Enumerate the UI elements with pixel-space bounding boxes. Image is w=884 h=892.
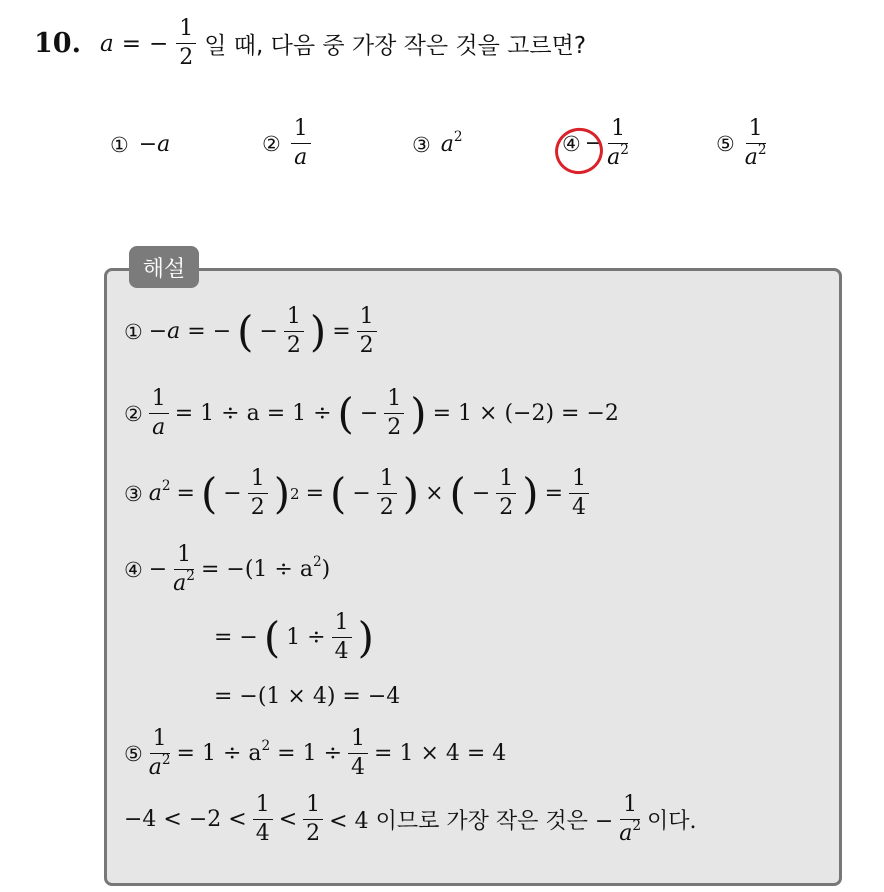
denominator: 2 [387, 415, 402, 440]
denominator: 4 [572, 495, 587, 520]
explanation-conclusion [124, 794, 697, 845]
result-fraction [569, 468, 589, 519]
minus: − [584, 131, 604, 156]
choice-number-4: ④ [562, 131, 581, 156]
explanation-tag: 해설 [129, 246, 199, 288]
denominator: $a^2$ [173, 567, 195, 596]
denominator: $a^2$ [744, 141, 767, 170]
paren-close: ) [357, 612, 374, 662]
numerator: 1 [303, 794, 323, 820]
middle-expr: = $1 \div a^2 = 1$ ÷ [176, 737, 343, 766]
numerator: 1 [377, 468, 397, 494]
minus: − [149, 30, 169, 57]
paren-open: ( [237, 306, 254, 356]
denominator: $a^2$ [607, 141, 629, 170]
fraction [496, 468, 516, 519]
numerator: 1 [174, 544, 194, 570]
choice-3[interactable] [412, 128, 463, 157]
choice-1[interactable] [110, 132, 170, 157]
choice-number-1: ① [110, 132, 129, 157]
paren-close: ) [410, 388, 427, 438]
compare-b: < 4 이므로 가장 작은 것은 − [329, 809, 614, 834]
fraction [348, 728, 368, 779]
choice-number-5: ⑤ [716, 131, 735, 156]
step-number-1: ① [124, 319, 143, 344]
numerator: 1 [620, 794, 640, 820]
fraction [284, 306, 304, 357]
numerator: 1 [569, 468, 589, 494]
equals: = [332, 319, 351, 344]
fraction [619, 794, 641, 845]
choice-fraction-2 [291, 118, 311, 169]
choice-fraction-4 [607, 118, 629, 169]
denominator: 2 [306, 821, 321, 846]
equals: = [305, 481, 325, 506]
denominator: a [152, 415, 166, 440]
choice-number-3: ③ [412, 132, 431, 157]
tail-expr: = 1 × (−2) = −2 [432, 401, 619, 426]
numerator: 1 [496, 468, 516, 494]
equals: = [176, 481, 195, 506]
fraction [149, 388, 169, 439]
paren-open: ( [200, 468, 218, 518]
question-text [100, 18, 586, 69]
denominator: $a^2$ [619, 817, 642, 846]
minus: − [223, 481, 242, 506]
var-a: a [100, 30, 114, 57]
denominator: a [294, 145, 308, 170]
paren-close: ) [402, 468, 420, 518]
middle-expr: = 1 ÷ a = 1 ÷ [174, 401, 332, 426]
paren-close: ) [273, 468, 291, 518]
explanation-line-2 [124, 388, 619, 439]
choice-5[interactable] [716, 118, 767, 169]
choice-fraction-5 [745, 118, 767, 169]
explanation-line-1 [124, 306, 377, 357]
explanation-line-5 [214, 612, 374, 663]
less-than: < [278, 807, 298, 832]
numerator: 1 [608, 118, 628, 144]
equals: = [121, 30, 141, 57]
equals: = [544, 481, 564, 506]
numerator: 1 [284, 306, 304, 332]
equals-minus: = − [214, 625, 258, 650]
numerator: 1 [291, 118, 311, 144]
numerator: 1 [357, 306, 377, 332]
choice-number-2: ② [262, 131, 281, 156]
paren-close: ) [309, 306, 327, 356]
denominator: 4 [351, 755, 366, 780]
explanation-line-6 [214, 684, 400, 709]
compare-a: −4 < −2 < [124, 807, 247, 832]
question-sentence: 일 때, 다음 중 가장 작은 것을 고르면? [204, 33, 587, 59]
rhs: = $-(1 \div a^2)$ [200, 553, 331, 582]
fraction [377, 468, 397, 519]
numerator: 1 [253, 794, 273, 820]
times: × [425, 481, 444, 506]
denominator: 2 [379, 495, 394, 520]
step-number-4: ④ [124, 557, 143, 582]
denominator: 2 [359, 333, 374, 358]
fraction [253, 794, 273, 845]
fraction [149, 728, 171, 779]
paren-close: ) [522, 468, 539, 518]
denominator: 4 [255, 821, 270, 846]
paren-open: ( [330, 468, 347, 518]
numerator: 1 [332, 612, 352, 638]
numerator: 1 [176, 18, 196, 44]
minus: − [259, 319, 278, 344]
step-number-2: ② [124, 401, 143, 426]
fraction [332, 612, 352, 663]
explanation-line-4 [124, 544, 330, 595]
lhs: −a = − [148, 319, 232, 344]
explanation-line-7 [124, 728, 506, 779]
choice-expr-3: $a^2$ [440, 128, 463, 157]
denominator: 4 [334, 639, 349, 664]
minus: − [148, 557, 168, 582]
numerator: 1 [384, 388, 404, 414]
result-fraction [357, 306, 377, 357]
fraction [173, 544, 195, 595]
fraction [303, 794, 323, 845]
explanation-line-3: ③ $a^2$ = ( − $\frac{1}{2}$ ) 2 = ( − $\frac{1}{2}$ ) × ( − $\frac{1}{2}$ ) = $\frac{1}{4}$ [124, 468, 589, 519]
one-div: 1 ÷ [286, 625, 326, 650]
numerator: 1 [746, 118, 766, 144]
paren-open: ( [263, 612, 281, 662]
conclusion-end: 이다. [647, 809, 697, 834]
fraction [248, 468, 268, 519]
paren-open: ( [337, 388, 354, 438]
fraction-half [176, 18, 196, 69]
denominator: $a^2$ [148, 751, 171, 780]
denominator: 2 [286, 333, 301, 358]
step-number-3: ③ [124, 481, 143, 506]
minus: − [471, 481, 491, 506]
numerator: 1 [150, 728, 170, 754]
tail-expr: = 1 × 4 = 4 [374, 741, 507, 766]
numerator: 1 [348, 728, 368, 754]
denominator: 2 [499, 495, 514, 520]
final-step: = −(1 × 4) = −4 [214, 684, 401, 709]
question-number: 10. [34, 28, 81, 59]
paren-open: ( [449, 468, 466, 518]
numerator: 1 [248, 468, 268, 494]
denominator: 2 [179, 45, 194, 70]
minus: − [359, 401, 379, 426]
choice-expr-1: −a [138, 132, 171, 157]
numerator: 1 [149, 388, 169, 414]
a-squared: $a^2$ [148, 477, 171, 506]
step-number-5: ⑤ [124, 741, 143, 766]
choice-2[interactable] [262, 118, 311, 169]
fraction [384, 388, 404, 439]
denominator: 2 [250, 495, 265, 520]
minus: − [352, 481, 371, 506]
